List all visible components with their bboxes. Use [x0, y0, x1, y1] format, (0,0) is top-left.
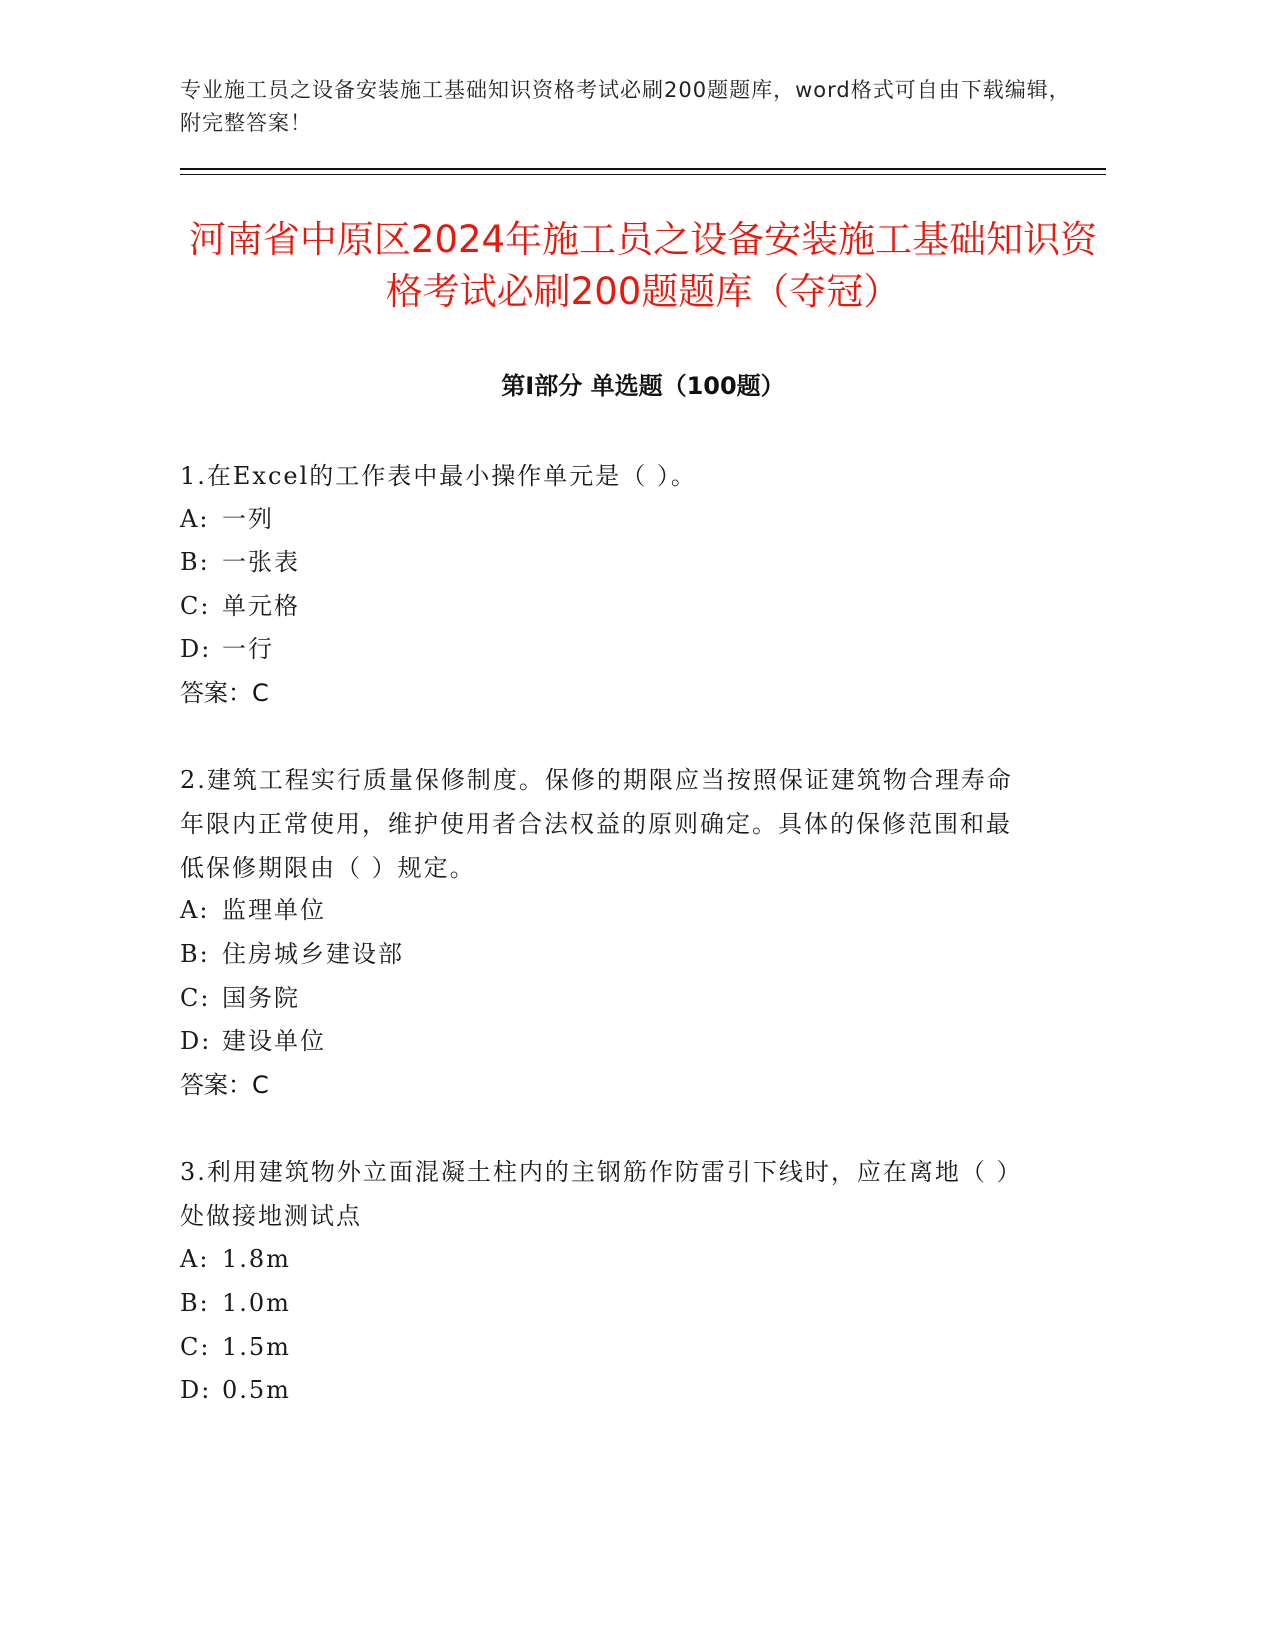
option-text: 国务院 — [222, 984, 300, 1012]
question-3-option-c — [180, 1325, 1030, 1369]
option-text: 一列 — [222, 505, 274, 533]
question-1-stem: 1.在Excel的工作表中最小操作单元是（ ）。 — [180, 462, 697, 490]
option-letter: C: — [180, 592, 211, 620]
answer-value: C — [252, 1071, 269, 1099]
question-1-option-b — [180, 540, 1030, 584]
question-2-option-c — [180, 976, 1030, 1020]
option-letter: B: — [180, 940, 210, 968]
question-2-answer — [180, 1063, 269, 1107]
option-text: 1.8m — [222, 1245, 291, 1273]
question-3-option-d — [180, 1368, 1030, 1412]
option-text: 监理单位 — [222, 896, 326, 924]
question-1-option-a — [180, 497, 1030, 541]
option-text: 建设单位 — [222, 1027, 326, 1055]
option-letter: D: — [180, 1376, 212, 1404]
question-2-option-a — [180, 888, 1030, 932]
option-text: 一行 — [222, 635, 274, 663]
option-letter: C: — [180, 1333, 211, 1361]
question-3-option-a — [180, 1237, 1030, 1281]
document-title: 河南省中原区2024年施工员之设备安装施工基础知识资格考试必刷200题题库（夺冠） — [188, 218, 1098, 313]
answer-label: 答案： — [180, 679, 252, 707]
option-letter: A: — [180, 1245, 210, 1273]
section-heading: 第Ⅰ部分 单选题（100题） — [501, 372, 785, 400]
header-divider-thin — [180, 174, 1106, 175]
option-text: 一张表 — [222, 548, 300, 576]
question-1-option-c — [180, 584, 1030, 628]
question-2-stem: 2.建筑工程实行质量保修制度。保修的期限应当按照保证建筑物合理寿命年限内正常使用，维护使用者合法权益的原则确定。具体的保修范围和最低保修期限由（ ）规定。 — [180, 766, 1013, 882]
question-2-option-b — [180, 932, 1030, 976]
option-letter: B: — [180, 548, 210, 576]
question-3-stem: 3.利用建筑物外立面混凝土柱内的主钢筋作防雷引下线时，应在离地（ ）处做接地测试点 — [180, 1158, 1023, 1230]
option-letter: D: — [180, 1027, 212, 1055]
option-text: 1.5m — [222, 1333, 291, 1361]
question-1-option-d — [180, 627, 1030, 671]
option-text: 0.5m — [222, 1376, 291, 1404]
answer-label: 答案： — [180, 1071, 252, 1099]
question-2-option-d — [180, 1019, 1030, 1063]
option-letter: C: — [180, 984, 211, 1012]
question-3-option-b — [180, 1281, 1030, 1325]
header-divider-thick — [180, 168, 1106, 170]
option-text: 1.0m — [222, 1289, 291, 1317]
option-letter: A: — [180, 505, 210, 533]
header-note: 专业施工员之设备安装施工基础知识资格考试必刷200题题库，word格式可自由下载编辑，附完整答案！ — [180, 78, 1071, 135]
option-text: 住房城乡建设部 — [222, 940, 404, 968]
option-letter: A: — [180, 896, 210, 924]
answer-value: C — [252, 679, 269, 707]
option-text: 单元格 — [222, 592, 300, 620]
question-1-answer — [180, 671, 269, 715]
option-letter: D: — [180, 635, 212, 663]
option-letter: B: — [180, 1289, 210, 1317]
